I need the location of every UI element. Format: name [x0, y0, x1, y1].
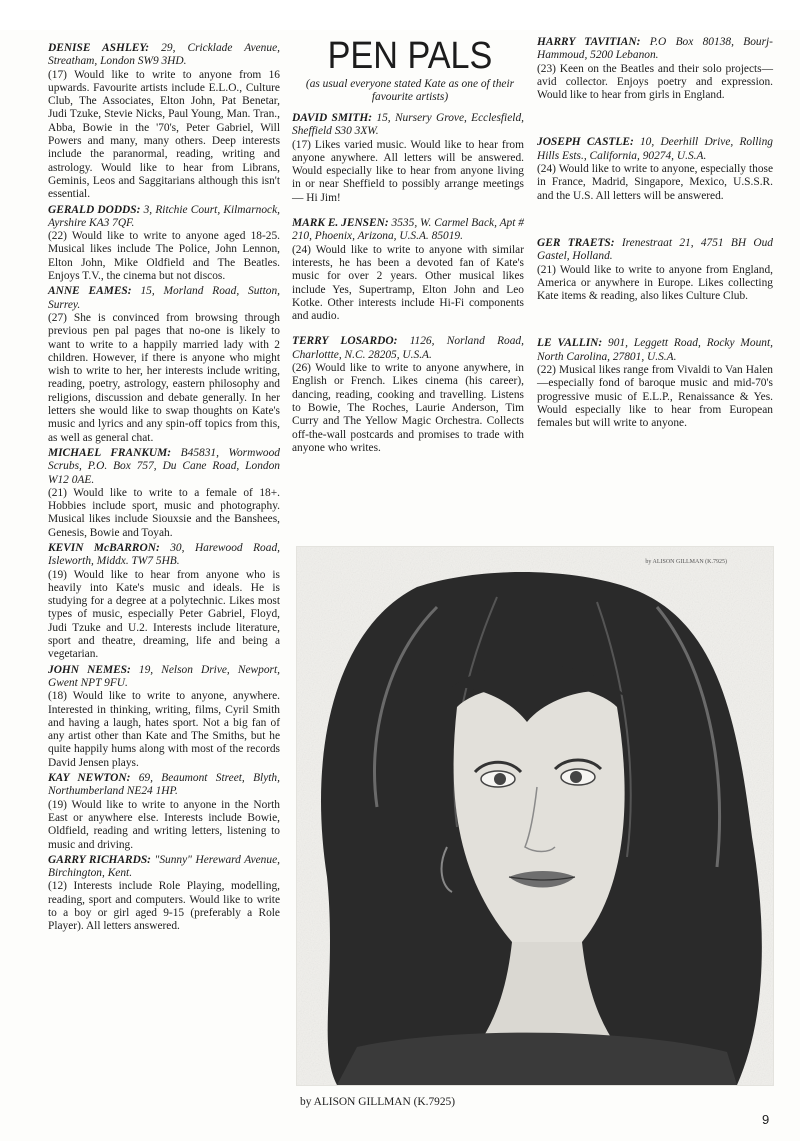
pen-pal-name: MICHAEL FRANKUM: — [48, 446, 172, 459]
pen-pal-description: (21) Would like to write to anyone from England, America or anywhere in Europe. Likes collecting Kate items & reading, also likes Culture Club. — [537, 263, 773, 303]
pen-pal-address: 3535, W. Carmel Back, Apt # 210, Phoenix, Arizona, U.S.A. 85019. — [292, 217, 525, 243]
pen-pal-name: DAVID SMITH: — [292, 112, 373, 124]
pen-pal-description: (12) Interests include Role Playing, modelling, reading, sport and computers. Would like to write to a boy or girl aged 9-15 (preferably a Role Player). All letters answered. — [48, 880, 280, 933]
pen-pal-entry — [292, 217, 524, 323]
pen-pal-name: TERRY LOSARDO: — [292, 335, 398, 348]
pen-pal-description: (24) Would like to write to anyone with similar interests, he has been a devoted fan of Kate's music for over 2 years. Other musical likes include Yes, Supertramp, Elton John and Leo Kotke. Other interests include Hi-Fi components and audio. — [292, 243, 524, 323]
pen-pal-description: (22) Musical likes range from Vivaldi to Van Halen—especially fond of baroque music and mid-70's progressive music of E.L.P., Renaissance & Yes. Would especially like to hear from European females but will write to anyone. — [537, 364, 773, 430]
portrait-caption: by ALISON GILLMAN (K.7925) — [300, 1096, 456, 1108]
pen-pal-description: (17) Likes varied music. Would like to hear from anyone anywhere. All letters will be answered. Would especially like to hear from anyone living in or near Sheffield to possibly arrange meetings — Hi Jim! — [292, 138, 524, 204]
pen-pal-name: GARRY RICHARDS: — [48, 853, 151, 866]
pen-pal-name: JOSEPH CASTLE: — [537, 136, 634, 149]
right-column — [537, 36, 773, 465]
pen-pal-name: ANNE EAMES: — [48, 285, 132, 298]
portrait-drawing — [296, 546, 774, 1086]
pen-pal-name: KEVIN McBARRON: — [48, 541, 160, 554]
pen-pal-address: 19, Nelson Drive, Newport, Gwent NPT 9FU. — [48, 663, 280, 689]
pen-pal-description: (27) She is convinced from browsing through previous pen pal pages that no-one is likely to want to write to a happily married lady with 2 children. However, if there is anyone who might wish to write to her, her interests include writing, reading, poetry, astrology, eastern philosophy and religions, discussion and debate generally. In her letters she would like to swap thoughts on Kate's music and lyrics and any spin-off topics from this, as well as general chat. — [48, 311, 280, 444]
pen-pal-entry — [537, 337, 773, 430]
pen-pal-entry — [537, 237, 773, 303]
pen-pal-entry — [537, 136, 773, 202]
pen-pal-description: (17) Would like to write to anyone from 16 upwards. Favourite artists include E.L.O., Culture Club, The Associates, Elton John, Pat Benetar, Judi Tzuke, Stevie Nicks, Paul Young, Man. Tran., Abba, Bowie in the '70's, Peter Gabriel, Will Powers and many, many others. Deep interests include the paranormal, reading, writing and astrology. Would like to hear from Librans, Geminis, Leos and Saggitarians although this isn't essential. — [48, 68, 280, 201]
pen-pal-name: MARK E. JENSEN: — [292, 217, 389, 230]
pen-pal-address: 1126, Norland Road, Charlottte, N.C. 28205, U.S.A. — [292, 335, 524, 361]
pen-pal-name: DENISE ASHLEY: — [48, 42, 150, 54]
pen-pal-entry — [48, 285, 280, 445]
pen-pal-description: (18) Would like to write to anyone, anywhere. Interested in thinking, writing, films, Cyril Smith and having a laugh, hates sport. Not a big fan of any artist other than Kate and The Smiths, but he quite happily hums along with most of the records David Jensen plays. — [48, 690, 280, 769]
pen-pal-address: 10, Deerhill Drive, Rolling Hills Ests., California, 90274, U.S.A. — [537, 136, 773, 162]
pen-pal-entry — [48, 42, 280, 202]
pen-pal-description: (26) Would like to write to anyone anywhere, in English or French. Likes cinema (his career), dancing, reading, cooking and travelling. Listens to Bowie, The Roches, Laurie Anderson, Tim Curry and The Yellow Magic Orchestra. Collects off-the-wall postcards and promises to trade with anyone who writes. — [292, 362, 524, 454]
pen-pal-description: (21) Would like to write to a female of 18+. Hobbies include sport, music and photography. Musical likes include Siouxsie and the Banshees, Genesis, Bowie and Toyah. — [48, 486, 280, 539]
left-column — [48, 42, 280, 936]
page-title: PEN PALS — [327, 35, 493, 77]
pen-pal-description: (19) Would like to hear from anyone who is heavily into Kate's music and ideals. He is studying for a degree at a polytechnic. Likes most types of music, especially Peter Gabriel, Floyd, Judi Tzuke and U.2. Interests include literature, sport and theatre, dreaming, life and being a vegetarian. — [48, 568, 280, 661]
pen-pal-description: (19) Would like to write to anyone in the North East or anywhere else. Interests include Bowie, Oldfield, reading and writing letters, listening to music and driving. — [48, 798, 280, 851]
pen-pal-address: 30, Harewood Road, Isleworth, Middx. TW7 5HB. — [48, 541, 280, 568]
portrait-sketch — [297, 547, 773, 1085]
page-number: 9 — [762, 1112, 770, 1127]
pen-pal-entry — [48, 204, 280, 284]
pen-pal-description: (22) Would like to write to anyone aged 18-25. Musical likes include The Police, John Lennon, Elton John, Mike Oldfield and The Beatles. Enjoys T.V., the cinema but not discos. — [48, 230, 280, 283]
pen-pal-entry — [48, 542, 280, 662]
pen-pal-name: GER TRAETS: — [537, 236, 615, 249]
pen-pal-address: B45831, Wormwood Scrubs, P.O. Box 757, Du Cane Road, London W12 0AE. — [48, 446, 281, 486]
pen-pal-entry — [537, 36, 773, 102]
pen-pal-address: 15, Nursery Grove, Ecclesfield, Sheffield S30 3XW. — [292, 112, 524, 138]
pen-pal-address: 901, Leggett Road, Rocky Mount, North Carolina, 27801, U.S.A. — [537, 337, 773, 363]
pen-pal-address: 3, Ritchie Court, Kilmarnock, Ayrshire KA3 7QF. — [48, 203, 280, 229]
page-subtitle: (as usual everyone stated Kate as one of their favourite artists) — [305, 78, 515, 103]
pen-pal-entry — [292, 112, 524, 205]
top-margin — [0, 0, 800, 30]
pen-pal-address: 69, Beaumont Street, Blyth, Northumberland NE24 1HP. — [48, 772, 280, 798]
pen-pal-entry — [48, 664, 280, 770]
pen-pal-name: KAY NEWTON: — [48, 772, 131, 785]
pen-pal-entry — [48, 772, 280, 852]
pen-pal-address: "Sunny" Hereward Avenue, Birchington, Kent. — [48, 853, 280, 880]
pen-pal-address: Irenestraat 21, 4751 BH Oud Gastel, Holland. — [537, 236, 773, 263]
pen-pal-name: LE VALLIN: — [537, 337, 603, 350]
pen-pal-description: (24) Would like to write to anyone, especially those in France, Madrid, Singapore, Mexico, U.S.S.R. and the U.S. All letters will be answered. — [537, 163, 773, 202]
pen-pal-entry — [292, 335, 524, 455]
pen-pal-name: HARRY TAVITIAN: — [537, 36, 641, 48]
artist-signature: by ALISON GILLMAN (K.7925) — [645, 559, 727, 565]
pen-pal-entry — [48, 854, 280, 934]
page-header — [290, 36, 530, 104]
pen-pal-name: JOHN NEMES: — [48, 663, 131, 676]
pen-pal-address: P.O Box 80138, Bourj-Hammoud, 5200 Lebanon. — [537, 36, 773, 62]
pen-pal-entry — [48, 447, 280, 540]
middle-column — [292, 112, 524, 467]
pen-pal-name: GERALD DODDS: — [48, 203, 141, 216]
pen-pal-address: 15, Morland Road, Sutton, Surrey. — [48, 285, 280, 311]
pen-pal-address: 29, Cricklade Avenue, Streatham, London SW9 3HD. — [48, 42, 280, 68]
pen-pal-description: (23) Keen on the Beatles and their solo projects—avid collector. Enjoys poetry and expression. Would like to hear from girls in England. — [537, 62, 773, 102]
